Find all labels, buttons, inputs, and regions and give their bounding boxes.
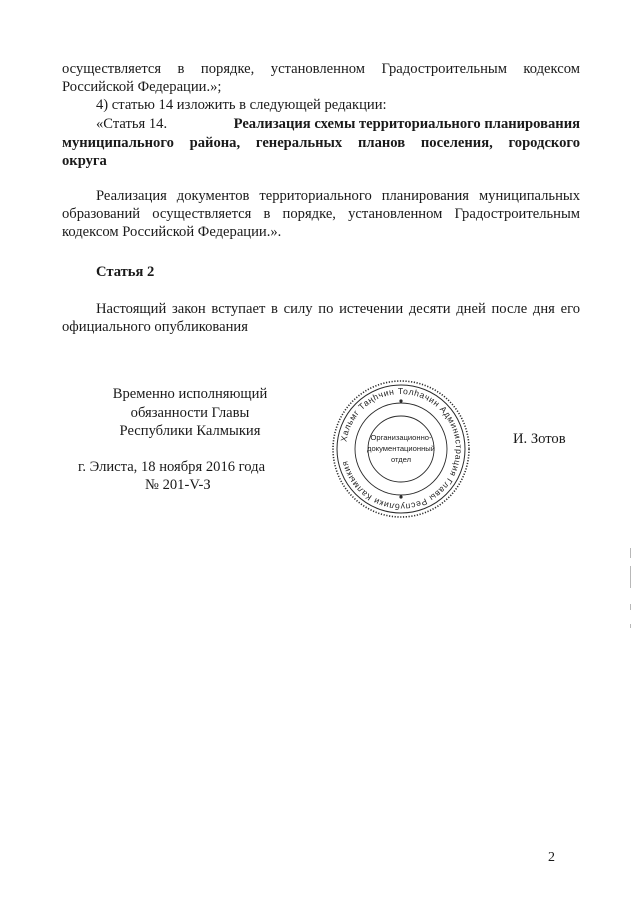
article-2-text-line2: официального опубликования — [62, 319, 248, 335]
scan-edge-mark — [630, 566, 631, 588]
official-stamp — [330, 378, 472, 520]
stamp-center-line2: документационный — [367, 444, 435, 453]
paragraph-line: Российской Федерации.»; — [62, 79, 222, 95]
list-item-4: 4) статью 14 изложить в следующей редакции: — [96, 97, 387, 113]
article-14-title-line2: муниципального района, генеральных планов поселения, городского — [62, 135, 580, 151]
stamp-ring-text: Хальмг Таңһчин Толһачин Администрация Главы Республики Калмыкия — [338, 385, 465, 513]
signer-name: И. Зотов — [513, 431, 566, 447]
article-14-text-line2: образований осуществляется в порядке, установленном Градостроительным — [62, 206, 580, 222]
stamp-center-line3: отдел — [390, 455, 412, 464]
paragraph-line: осуществляется в порядке, установленном Градостроительным кодексом — [62, 61, 580, 77]
scan-edge-mark — [630, 624, 631, 628]
article-2-text-line1: Настоящий закон вступает в силу по истечении десяти дней после дня его — [96, 301, 580, 317]
stamp-bottom-dot — [399, 495, 402, 498]
scan-edge-mark — [630, 548, 631, 558]
article-14-prefix: «Статья 14. — [96, 116, 168, 132]
article-14-heading-line1 — [96, 115, 580, 133]
article-14-title-part1: Реализация схемы территориального планирования — [233, 116, 580, 132]
page-number: 2 — [548, 850, 555, 865]
stamp-top-dot — [399, 399, 402, 402]
signatory-position-line3: Республики Калмыкия — [119, 423, 261, 439]
stamp-center-line1: Организационно- — [370, 433, 432, 442]
article-14-text-line3: кодексом Российской Федерации.». — [62, 224, 282, 240]
article-14-title-line3: округа — [62, 153, 107, 169]
signatory-position-line1: Временно исполняющий — [112, 386, 268, 402]
place-date: г. Элиста, 18 ноября 2016 года — [78, 459, 266, 475]
scan-edge-mark — [630, 604, 631, 610]
article-2-heading: Статья 2 — [96, 264, 155, 280]
article-14-text-line1: Реализация документов территориального планирования муниципальных — [96, 188, 580, 204]
law-number: № 201-V-З — [145, 477, 211, 493]
signatory-position-line2: обязанности Главы — [130, 405, 250, 421]
